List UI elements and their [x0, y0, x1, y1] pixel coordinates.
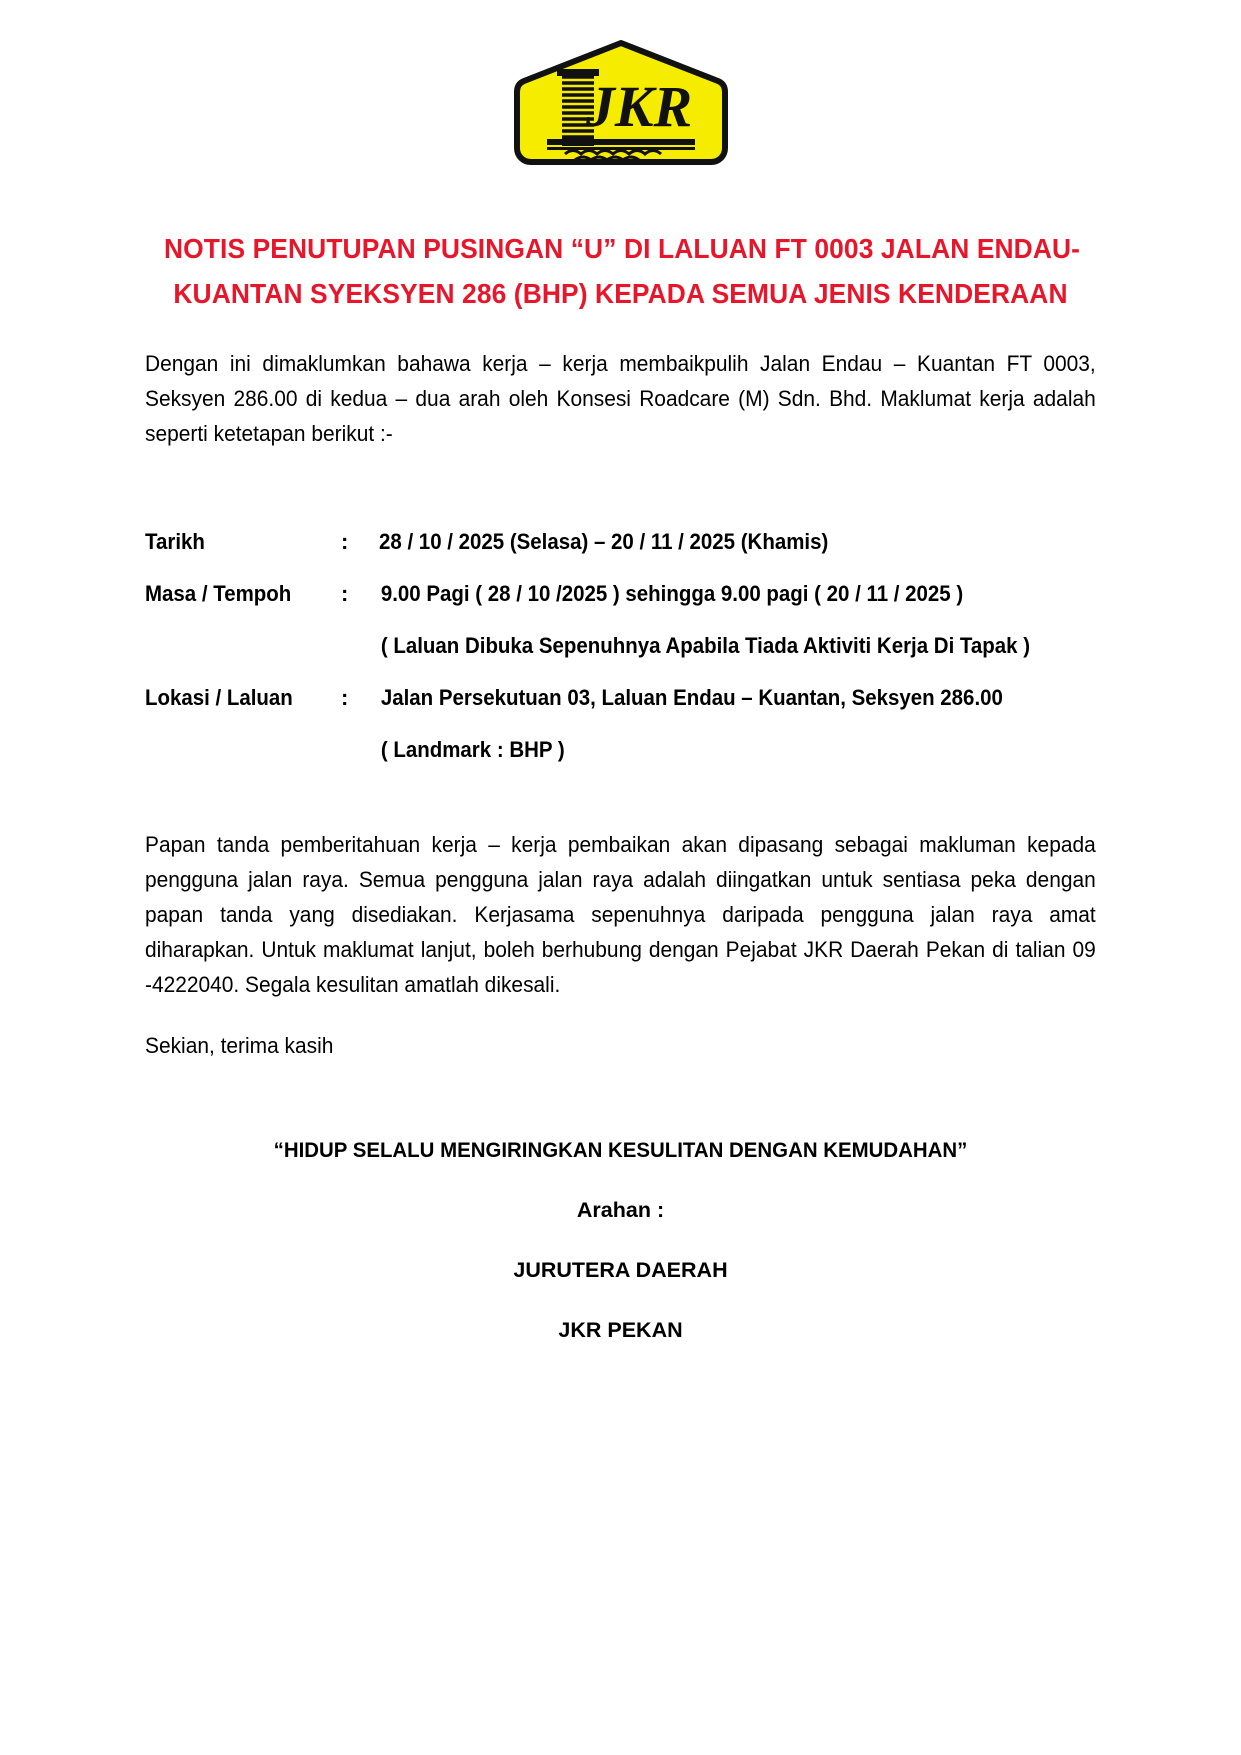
page-title — [145, 226, 1096, 316]
detail-colon-masa: : — [341, 581, 349, 606]
signature-block — [145, 1135, 1096, 1345]
jkr-logo — [513, 40, 729, 168]
signatory-office: JKR PEKAN — [558, 1318, 683, 1342]
title-line-1: NOTIS PENUTUPAN PUSINGAN “U” DI LALUAN FT 0003 JALAN ENDAU- — [164, 233, 1081, 264]
notice-paragraph: Papan tanda pemberitahuan kerja – kerja pembaikan akan dipasang sebagai makluman kepada pengguna jalan raya. Semua pengguna jalan raya adalah diingatkan untuk sentiasa peka dengan papan tanda yang disediakan. Kerjasama sepenuhnya daripada pengguna jalan raya amat diharapkan. Untuk maklumat lanjut, boleh berhubung dengan Pejabat JKR Daerah Pekan di talian 09 -4222040. Segala kesulitan amatlah dikesali. — [145, 832, 1096, 997]
detail-row-lokasi-note — [145, 735, 1096, 765]
detail-note-lokasi: ( Landmark : BHP ) — [380, 737, 565, 762]
detail-row-masa-note — [145, 631, 1096, 661]
logo-ground-bar — [547, 139, 695, 150]
title-line-2: KUANTAN SYEKSYEN 286 (BHP) KEPADA SEMUA JENIS KENDERAAN — [173, 278, 1068, 309]
detail-label-lokasi: Lokasi / Laluan — [145, 685, 293, 710]
detail-value-lokasi: Jalan Persekutuan 03, Laluan Endau – Kuantan, Seksyen 286.00 — [380, 685, 1003, 710]
arahan-label: Arahan : — [576, 1198, 665, 1222]
motto-text: “HIDUP SELALU MENGIRINGKAN KESULITAN DENGAN KEMUDAHAN” — [273, 1138, 968, 1162]
notice-section — [145, 827, 1096, 1063]
detail-note-masa: ( Laluan Dibuka Sepenuhnya Apabila Tiada Aktiviti Kerja Di Tapak ) — [380, 633, 1031, 658]
logo-container — [145, 0, 1096, 168]
detail-value-tarikh: 28 / 10 / 2025 (Selasa) – 20 / 11 / 2025 (Khamis) — [379, 529, 829, 554]
closing-line: Sekian, terima kasih — [145, 1033, 334, 1058]
detail-colon-tarikh: : — [341, 529, 349, 554]
detail-value-masa: 9.00 Pagi ( 28 / 10 /2025 ) sehingga 9.00 pagi ( 20 / 11 / 2025 ) — [380, 581, 964, 606]
detail-row-lokasi — [145, 683, 1096, 713]
intro-paragraph: Dengan ini dimaklumkan bahawa kerja – kerja membaikpulih Jalan Endau – Kuantan FT 0003, Seksyen 286.00 di kedua – dua arah oleh Konsesi Roadcare (M) Sdn. Bhd. Maklumat kerja adalah seperti ketetapan berikut :- — [145, 351, 1096, 446]
logo-wordmark: JKR — [585, 74, 692, 139]
detail-label-masa: Masa / Tempoh — [145, 581, 292, 606]
details-table — [145, 527, 1096, 765]
detail-row-tarikh — [145, 527, 1096, 557]
detail-row-masa — [145, 579, 1096, 609]
detail-label-tarikh: Tarikh — [145, 529, 205, 554]
detail-colon-lokasi: : — [341, 685, 349, 710]
signatory-title: JURUTERA DAERAH — [513, 1258, 728, 1282]
